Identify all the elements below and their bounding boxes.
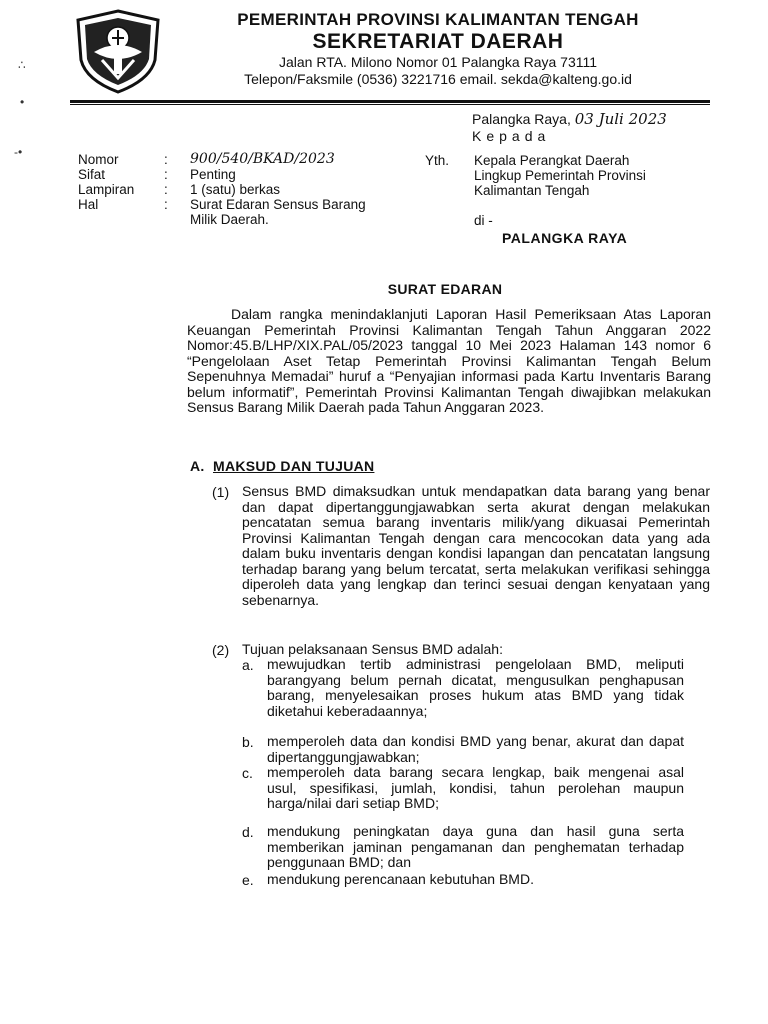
letterhead [176,10,700,88]
document-title: SURAT EDARAN [387,281,503,297]
meta-label: Nomor [78,152,119,167]
intro-paragraph: Dalam rangka menindaklanjuti Laporan Hasil Pemeriksaan Atas Laporan Keuangan Pemerintah Provinsi Kalimantan Tengah Tahun Anggaran 2022 Nomor:45.B/LHP/XIX.PAL/05/2023 tanggal 10 Mei 2023 Halaman 143 nomor 6 “Pengelolaan Aset Tetap Pemerintah Provinsi Kalimantan Tengah Belum Sepenuhnya Memadai” huruf a “Penyajian informasi pada Kartu Inventaris Barang belum informatif”, Pemerintah Provinsi Kalimantan Tengah diwajibkan melakukan Sensus Barang Milik Daerah pada Tahun Anggaran 2023. [187,306,711,415]
meta-label: Lampiran [78,182,135,197]
meta-colon: : [164,197,168,212]
letter-number-handwritten: 900/540/BKAD/2023 [190,151,335,167]
letterhead-rule-thin [70,104,710,105]
sub-item-text: memperoleh data barang secara lengkap, baik mengenai asal usul, spesifikasi, jumlah, kondisi, tahun perolehan maupun harga/nilai dari setiap BMD; [267,764,684,811]
sub-letter: a. [242,657,254,673]
section-letter: A. [190,458,205,474]
sub-letter: b. [242,734,254,750]
meta-colon: : [164,167,168,182]
sub-item-text: mewujudkan tertib administrasi pengelolaan BMD, meliputi barangyang belum pernah dicatat, mengusulkan penghapusan barang, menyelesaikan proses hukum atas BMD yang tidak diketahui keberadaannya; [267,656,684,719]
meta-value: 1 (satu) berkas [190,182,281,197]
section-a-heading [190,458,374,474]
meta-colon [164,212,190,227]
sub-letter: e. [242,872,254,888]
meta-label: Hal [78,197,99,212]
meta-colon: : [164,182,168,197]
item-2-text: Tujuan pelaksanaan Sensus BMD adalah: [242,641,503,657]
sub-item-text: mendukung peningkatan daya guna dan hasil guna serta memberikan jaminan pengamanan dan penghematan terhadap penggunaan BMD; dan [267,823,684,870]
meta-row-lampiran [78,182,420,197]
meta-row-sifat [78,167,420,182]
section-title: MAKSUD DAN TUJUAN [213,458,375,474]
letterhead-rule-thick [70,100,710,103]
government-name: PEMERINTAH PROVINSI KALIMANTAN TENGAH [237,10,639,29]
sub-item-text: mendukung perencanaan kebutuhan BMD. [267,871,534,887]
meta-colon: : [164,152,168,167]
scan-mark: -• [14,145,23,159]
scan-mark: • [20,95,25,109]
office-name: SEKRETARIAT DAERAH [312,30,564,53]
sub-item-text: memperoleh data dan kondisi BMD yang benar, akurat dan dapat dipertanggungjawabkan; [267,733,684,765]
handwritten-date: 03 Juli 2023 [574,110,667,128]
meta-row-hal [78,197,420,212]
recipient-line: Kalimantan Tengah [474,183,590,198]
recipient-line: Kepala Perangkat Daerah [474,153,630,168]
letter-metadata [78,152,420,227]
provincial-emblem-icon [72,8,164,94]
meta-value: Surat Edaran Sensus Barang [190,197,366,212]
meta-label [78,212,164,227]
office-contact: Telepon/Faksmile (0536) 3221716 email. sekda@kalteng.go.id [244,71,632,87]
meta-label: Sifat [78,167,106,182]
office-address: Jalan RTA. Milono Nomor 01 Palangka Raya 73111 [278,54,598,70]
di-label: di - [474,213,493,228]
recipient-line: Lingkup Pemerintah Provinsi [474,168,646,183]
recipient-block [474,153,646,198]
item-number: (1) [212,484,230,500]
sub-letter: c. [242,765,253,781]
meta-value: Milik Daerah. [190,212,269,227]
place-date [472,110,667,128]
item-1-text: Sensus BMD dimaksudkan untuk mendapatkan data barang yang benar dan dapat dipertanggungjawabkan serta akurat dengan melakukan pencatatan semua barang inventaris milik/yang dikuasai Pemerintah Provinsi Kalimantan Tengah dengan cara mencocokan data yang ada dalam buku inventaris dengan kondisi lapangan dan pencatatan langsung terhadap barang yang belum tercatat, serta melakukan verifikasi sehingga diperoleh data yang lengkap dan terinci sesuai dengan kenyataan yang sebenarnya. [242,483,710,608]
item-number: (2) [212,642,230,658]
kepada-label: Kepada [472,128,551,144]
scan-mark: ∴ [18,58,26,72]
place-text: Palangka Raya, [472,111,571,127]
yth-label: Yth. [425,153,450,168]
sub-letter: d. [242,824,254,840]
recipient-city: PALANGKA RAYA [502,230,628,246]
meta-row-hal-cont [78,212,420,227]
meta-value: Penting [190,167,236,182]
meta-row-nomor [78,152,420,167]
